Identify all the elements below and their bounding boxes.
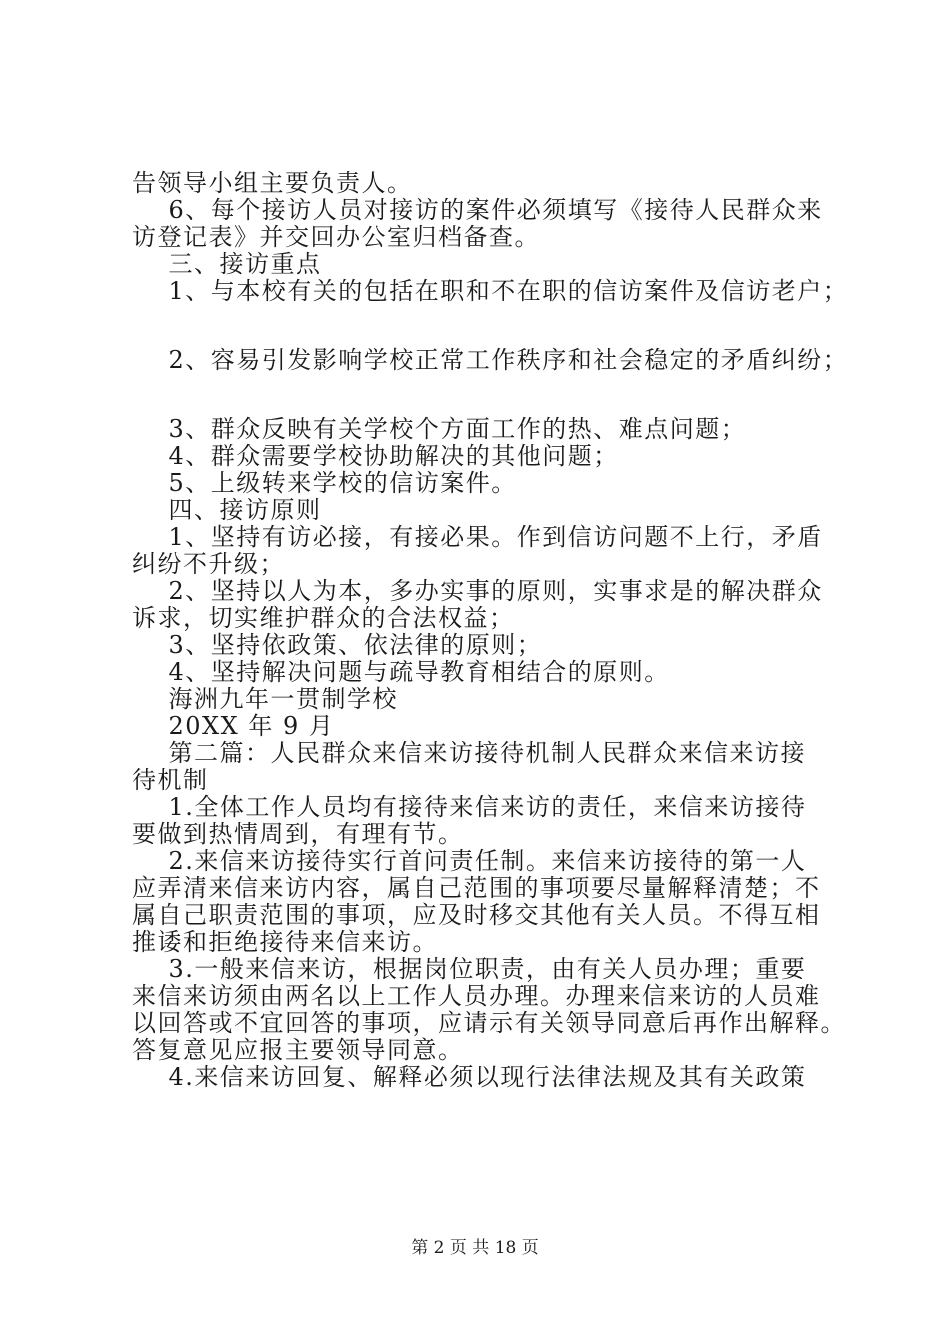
section-heading: 四、接访原则 bbox=[132, 496, 322, 524]
section-heading: 三、接访重点 bbox=[132, 250, 322, 278]
text-line: 答复意见应报主要领导同意。 bbox=[132, 1036, 464, 1064]
blank-line bbox=[132, 374, 840, 416]
text-line: 2、坚持以人为本，多办实事的原则，实事求是的解决群众 bbox=[132, 577, 823, 605]
text-line: 2、容易引发影响学校正常工作秩序和社会稳定的矛盾纠纷； bbox=[132, 346, 849, 374]
text-line: 诉求，切实维护群众的合法权益； bbox=[132, 604, 515, 632]
text-line: 来信来访须由两名以上工作人员办理。办理来信来访的人员难 bbox=[132, 982, 821, 1010]
text-line: 4、坚持解决问题与疏导教育相结合的原则。 bbox=[132, 658, 670, 686]
text-line: 3、群众反映有关学校个方面工作的热、难点问题； bbox=[132, 415, 747, 443]
text-line: 1.全体工作人员均有接待来信来访的责任，来信来访接待 bbox=[132, 793, 807, 821]
text-line: 5、上级转来学校的信访案件。 bbox=[132, 469, 517, 497]
text-line: 3.一般来信来访，根据岗位职责，由有关人员办理；重要 bbox=[132, 955, 807, 983]
text-line: 4、群众需要学校协助解决的其他问题； bbox=[132, 442, 619, 470]
text-line: 1、坚持有访必接，有接必果。作到信访问题不上行，矛盾 bbox=[132, 523, 823, 551]
document-body bbox=[132, 169, 849, 1091]
text-line: 要做到热情周到，有理有节。 bbox=[132, 820, 464, 848]
text-line: 6、每个接访人员对接访的案件必须填写《接待人民群众来 bbox=[132, 196, 823, 224]
signature-date: 20XX 年 9 月 bbox=[132, 712, 335, 740]
chapter-title: 待机制 bbox=[132, 766, 209, 794]
chapter-title: 第二篇：人民群众来信来访接待机制人民群众来信来访接 bbox=[132, 739, 807, 767]
text-line: 2.来信来访接待实行首问责任制。来信来访接待的第一人 bbox=[132, 847, 807, 875]
text-line: 访登记表》并交回办公室归档备查。 bbox=[132, 223, 540, 251]
blank-line bbox=[132, 305, 840, 347]
text-line: 应弄清来信来访内容，属自己范围的事项要尽量解释清楚；不 bbox=[132, 874, 821, 902]
text-line: 3、坚持依政策、依法律的原则； bbox=[132, 631, 543, 659]
text-line: 推诿和拒绝接待来信来访。 bbox=[132, 928, 438, 956]
text-line: 以回答或不宜回答的事项，应请示有关领导同意后再作出解释。 bbox=[132, 1009, 846, 1037]
text-line: 属自己职责范围的事项，应及时移交其他有关人员。不得互相 bbox=[132, 901, 821, 929]
text-line: 告领导小组主要负责人。 bbox=[132, 169, 413, 197]
signature-school: 海洲九年一贯制学校 bbox=[132, 685, 399, 713]
text-line: 1、与本校有关的包括在职和不在职的信访案件及信访老户； bbox=[132, 277, 849, 305]
text-line: 4.来信来访回复、解释必须以现行法律法规及其有关政策 bbox=[132, 1063, 807, 1091]
text-line: 纠纷不升级； bbox=[132, 550, 285, 578]
page-footer: 第 2 页 共 18 页 bbox=[411, 1238, 539, 1258]
